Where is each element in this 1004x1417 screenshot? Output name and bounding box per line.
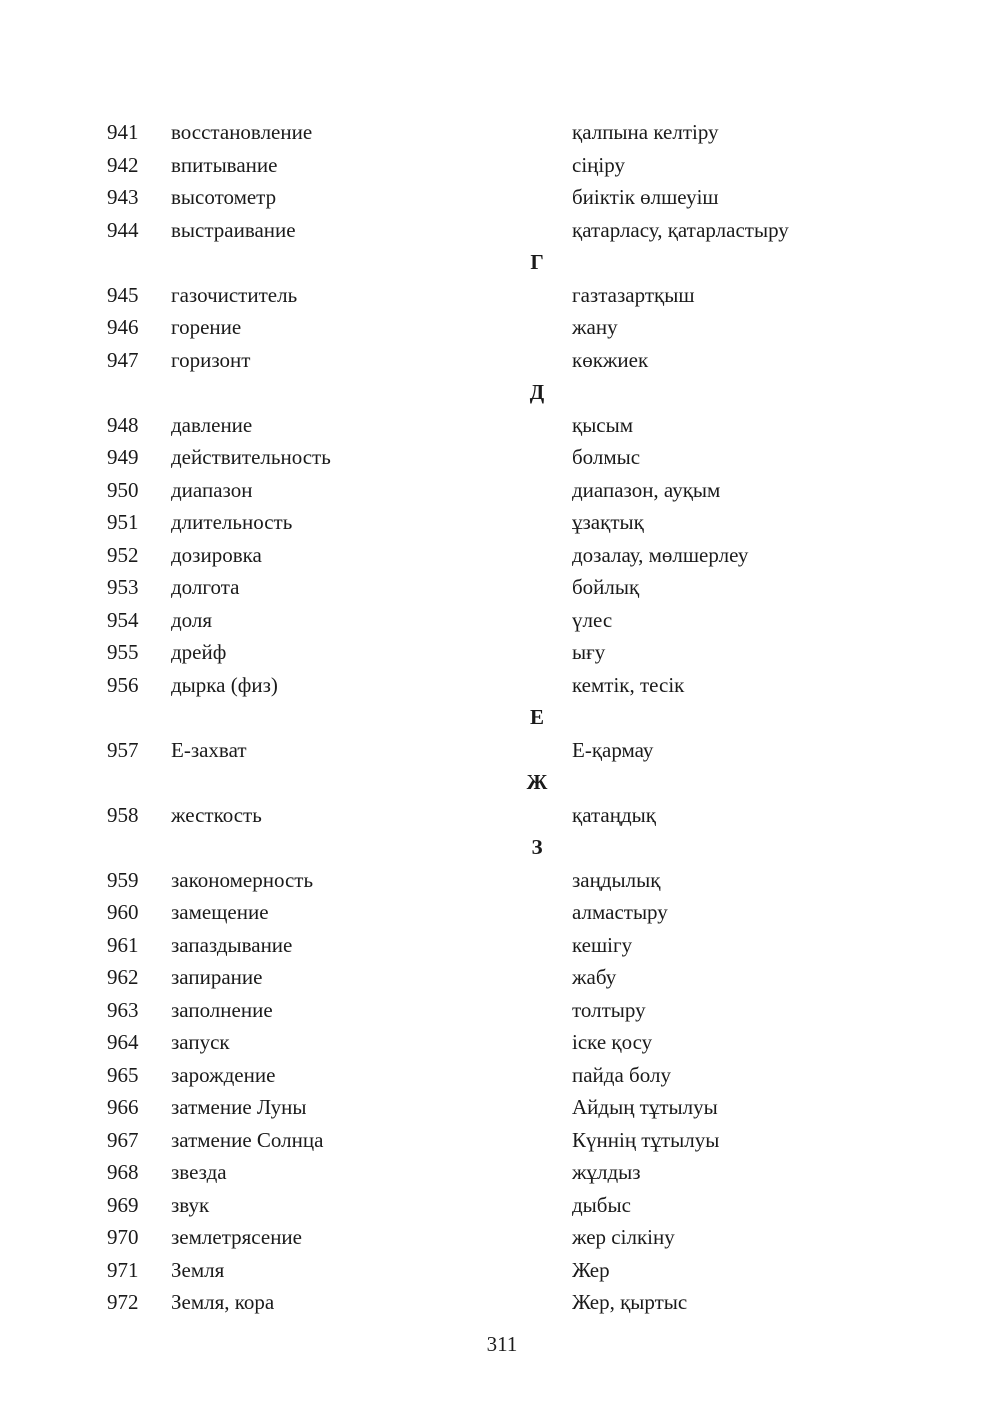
glossary-entry [0, 311, 1004, 344]
kazakh-term: толтыру [572, 997, 646, 1022]
entry-number: 957 [107, 737, 139, 762]
entry-number: 961 [107, 932, 139, 957]
kazakh-term: биіктік өлшеуіш [572, 185, 719, 209]
russian-term: Е-захват [171, 737, 247, 762]
entry-number: 970 [107, 1225, 139, 1249]
glossary-list [0, 116, 1004, 1319]
entry-number: 942 [107, 152, 139, 177]
entry-number: 967 [107, 1127, 139, 1152]
glossary-entry [0, 539, 1004, 572]
entry-number: 946 [107, 315, 139, 339]
letter-heading-row [0, 831, 1004, 864]
russian-term: горение [171, 315, 242, 339]
entry-number: 968 [107, 1160, 139, 1184]
russian-term: звук [171, 1192, 210, 1217]
glossary-entry [0, 929, 1004, 962]
glossary-entry [0, 669, 1004, 702]
letter-heading-row [0, 246, 1004, 279]
entry-number: 947 [107, 347, 139, 372]
russian-term: запаздывание [171, 932, 293, 957]
entry-number: 965 [107, 1062, 139, 1087]
kazakh-term: дыбыс [572, 1192, 631, 1217]
russian-term: доля [171, 607, 213, 632]
glossary-entry [0, 1156, 1004, 1189]
entry-number: 943 [107, 185, 139, 209]
kazakh-term: пайда болу [572, 1062, 671, 1087]
kazakh-term: Күннің тұтылуы [572, 1127, 720, 1152]
entry-number: 963 [107, 997, 139, 1022]
kazakh-term: болмыс [572, 445, 641, 469]
russian-term: восстановление [171, 120, 313, 144]
glossary-entry [0, 344, 1004, 377]
glossary-entry [0, 961, 1004, 994]
entry-number: 969 [107, 1192, 139, 1217]
russian-term: запирание [171, 965, 263, 989]
glossary-entry [0, 1124, 1004, 1157]
glossary-entry [0, 734, 1004, 767]
kazakh-term: іске қосу [572, 1030, 653, 1054]
kazakh-term: қысым [572, 412, 634, 437]
russian-term: звезда [171, 1160, 227, 1184]
glossary-entry [0, 864, 1004, 897]
entry-number: 951 [107, 510, 139, 534]
entry-number: 950 [107, 477, 139, 502]
glossary-entry [0, 214, 1004, 247]
glossary-entry [0, 181, 1004, 214]
glossary-entry [0, 1254, 1004, 1287]
kazakh-term: газтазартқыш [572, 282, 695, 307]
glossary-entry [0, 441, 1004, 474]
letter-heading-row [0, 701, 1004, 734]
russian-term: выстраивание [171, 217, 296, 242]
russian-term: Земля, кора [171, 1290, 275, 1314]
kazakh-term: дозалау, мөлшерлеу [572, 542, 749, 567]
entry-number: 962 [107, 965, 139, 989]
entry-number: 945 [107, 282, 139, 307]
kazakh-term: жану [572, 315, 618, 339]
kazakh-term: жер сілкіну [572, 1225, 675, 1249]
entry-number: 972 [107, 1290, 139, 1314]
glossary-entry [0, 474, 1004, 507]
glossary-entry [0, 116, 1004, 149]
kazakh-term: ығу [572, 640, 606, 664]
entry-number: 958 [107, 802, 139, 827]
kazakh-term: Е-қармау [572, 737, 654, 762]
kazakh-term: Жер [572, 1257, 610, 1282]
glossary-entry [0, 1059, 1004, 1092]
glossary-entry [0, 994, 1004, 1027]
kazakh-term: ұзақтық [572, 510, 644, 534]
kazakh-term: қатаңдық [572, 802, 656, 827]
glossary-entry [0, 506, 1004, 539]
entry-number: 971 [107, 1257, 139, 1282]
kazakh-term: үлес [572, 607, 613, 632]
kazakh-term: қалпына келтіру [572, 120, 719, 144]
kazakh-term: кемтік, тесік [572, 672, 685, 697]
glossary-entry [0, 1091, 1004, 1124]
entry-number: 956 [107, 672, 139, 697]
kazakh-term: сіңіру [572, 152, 625, 177]
russian-term: дырка (физ) [171, 672, 278, 697]
entry-number: 941 [107, 120, 139, 144]
kazakh-term: бойлық [572, 575, 640, 599]
russian-term: жесткость [171, 802, 262, 827]
entry-number: 953 [107, 575, 139, 599]
russian-term: заполнение [171, 997, 273, 1022]
russian-term: длительность [171, 510, 293, 534]
glossary-entry [0, 896, 1004, 929]
kazakh-term: алмастыру [572, 900, 668, 924]
letter-heading: Ж [526, 770, 548, 794]
kazakh-term: заңдылық [572, 867, 661, 892]
kazakh-term: қатарласу, қатарластыру [572, 217, 789, 242]
letter-heading: З [531, 835, 543, 859]
entry-number: 944 [107, 217, 139, 242]
entry-number: 964 [107, 1030, 139, 1054]
entry-number: 960 [107, 900, 139, 924]
russian-term: горизонт [171, 347, 251, 372]
glossary-entry [0, 409, 1004, 442]
glossary-entry [0, 636, 1004, 669]
russian-term: закономерность [171, 867, 314, 892]
russian-term: долгота [171, 575, 240, 599]
russian-term: диапазон [171, 477, 253, 502]
glossary-entry [0, 604, 1004, 637]
russian-term: затмение Луны [171, 1095, 307, 1119]
entry-number: 948 [107, 412, 139, 437]
russian-term: дозировка [171, 542, 262, 567]
entry-number: 952 [107, 542, 139, 567]
russian-term: замещение [171, 900, 269, 924]
entry-number: 954 [107, 607, 139, 632]
glossary-entry [0, 279, 1004, 312]
russian-term: затмение Солнца [171, 1127, 324, 1152]
letter-heading-row [0, 376, 1004, 409]
russian-term: давление [171, 412, 253, 437]
glossary-entry [0, 1221, 1004, 1254]
kazakh-term: Жер, қыртыс [572, 1290, 688, 1314]
russian-term: запуск [171, 1030, 230, 1054]
russian-term: впитывание [171, 152, 278, 177]
russian-term: высотометр [171, 185, 277, 209]
kazakh-term: диапазон, ауқым [572, 477, 721, 502]
russian-term: действительность [171, 445, 331, 469]
entry-number: 966 [107, 1095, 139, 1119]
letter-heading: Д [529, 380, 545, 404]
entry-number: 959 [107, 867, 139, 892]
russian-term: зарождение [171, 1062, 276, 1087]
page-number: 311 [486, 1332, 518, 1356]
entry-number: 955 [107, 640, 139, 664]
letter-heading: Е [529, 705, 544, 729]
glossary-entry [0, 1189, 1004, 1222]
letter-heading-row [0, 766, 1004, 799]
glossary-entry [0, 799, 1004, 832]
kazakh-term: жабу [572, 965, 617, 989]
kazakh-term: Айдың тұтылуы [572, 1095, 718, 1119]
kazakh-term: жұлдыз [572, 1160, 641, 1184]
glossary-entry [0, 149, 1004, 182]
russian-term: землетрясение [171, 1225, 302, 1249]
kazakh-term: көкжиек [572, 347, 649, 372]
letter-heading: Г [530, 250, 544, 274]
glossary-entry [0, 1286, 1004, 1319]
kazakh-term: кешігу [572, 932, 633, 957]
glossary-entry [0, 1026, 1004, 1059]
entry-number: 949 [107, 445, 139, 469]
glossary-entry [0, 571, 1004, 604]
russian-term: газочиститель [171, 282, 298, 307]
russian-term: Земля [171, 1257, 225, 1282]
russian-term: дрейф [171, 640, 227, 664]
